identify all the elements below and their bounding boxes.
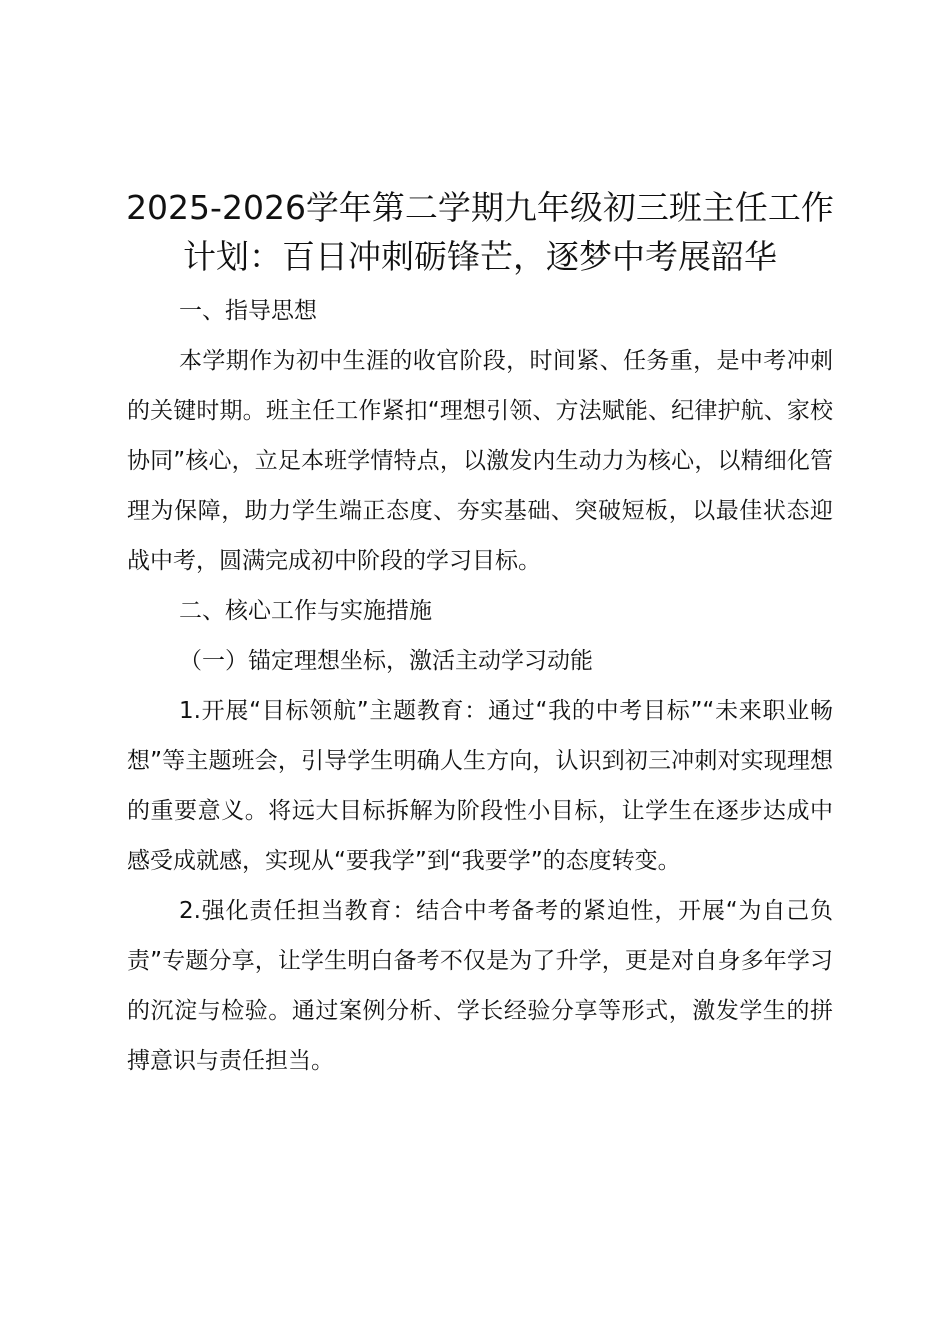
paragraph-guiding-ideology: 本学期作为初中生涯的收官阶段，时间紧、任务重，是中考冲刺的关键时期。班主任工作紧扣“理想引领、方法赋能、纪律护航、家校协同”核心，立足本班学情特点，以激发内生动力为核心，以精细化管理为保障，助力学生端正态度、夯实基础、突破短板，以最佳状态迎战中考，圆满完成初中阶段的学习目标。	[127, 348, 833, 574]
paragraph-item-1: 1.开展“目标领航”主题教育：通过“我的中考目标”“未来职业畅想”等主题班会，引导学生明确人生方向，认识到初三冲刺对实现理想的重要意义。将远大目标拆解为阶段性小目标，让学生在逐步达成中感受成就感，实现从“要我学”到“我要学”的态度转变。	[127, 698, 833, 874]
paragraph-item-2: 2.强化责任担当教育：结合中考备考的紧迫性，开展“为自己负责”专题分享，让学生明白备考不仅是为了升学，更是对自身多年学习的沉淀与检验。通过案例分析、学长经验分享等形式，激发学生的拼搏意识与责任担当。	[127, 898, 833, 1074]
document-body	[127, 286, 833, 1086]
section-heading-core-work: 二、核心工作与实施措施	[179, 598, 432, 624]
subsection-heading-ideal-coordinates: （一）锚定理想坐标，激活主动学习动能	[179, 648, 593, 674]
document-title: 2025-2026学年第二学期九年级初三班主任工作计划：百日冲刺砺锋芒，逐梦中考展韶华	[126, 188, 834, 276]
section-heading-guiding-ideology: 一、指导思想	[179, 298, 317, 324]
